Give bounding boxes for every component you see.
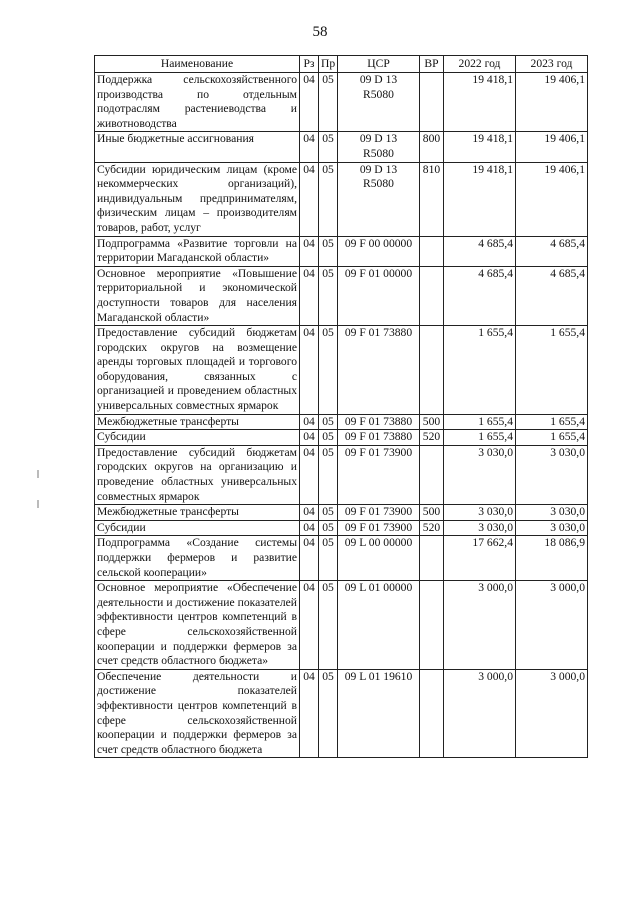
- row-pr: 05: [319, 73, 338, 132]
- row-amount-2022: 3 030,0: [444, 445, 516, 504]
- page-number: 58: [312, 24, 328, 40]
- row-name: Иные бюджетные ассигнования: [95, 132, 300, 162]
- row-amount-2022: 19 418,1: [444, 162, 516, 236]
- header-2022: 2022 год: [444, 56, 516, 73]
- table-row: [95, 505, 588, 521]
- row-amount-2022: 19 418,1: [444, 73, 516, 132]
- table-row: [95, 414, 588, 430]
- row-pr: 05: [319, 162, 338, 236]
- table-row: [95, 430, 588, 446]
- row-rz: 04: [300, 132, 319, 162]
- row-amount-2022: 4 685,4: [444, 266, 516, 325]
- row-csr: 09 L 01 19610: [338, 669, 420, 758]
- row-amount-2023: 19 406,1: [516, 162, 588, 236]
- row-rz: 04: [300, 414, 319, 430]
- row-amount-2023: 4 685,4: [516, 266, 588, 325]
- row-pr: 05: [319, 326, 338, 415]
- row-amount-2023: 3 030,0: [516, 520, 588, 536]
- row-rz: 04: [300, 536, 319, 581]
- row-rz: 04: [300, 430, 319, 446]
- row-amount-2022: 3 000,0: [444, 581, 516, 670]
- row-amount-2023: 4 685,4: [516, 236, 588, 266]
- row-pr: 05: [319, 536, 338, 581]
- row-rz: 04: [300, 266, 319, 325]
- row-name: Предоставление субсидий бюджетам городских округов на возмещение аренды торговых площадей и торгового оборудования, связанных с организацией и проведением областных универсальных совместных ярмарок: [95, 326, 300, 415]
- row-pr: 05: [319, 236, 338, 266]
- row-amount-2023: 3 000,0: [516, 581, 588, 670]
- row-vr: [420, 669, 444, 758]
- row-amount-2022: 17 662,4: [444, 536, 516, 581]
- row-pr: 05: [319, 132, 338, 162]
- row-name: Субсидии: [95, 430, 300, 446]
- row-amount-2023: 1 655,4: [516, 414, 588, 430]
- row-rz: 04: [300, 236, 319, 266]
- row-pr: 05: [319, 505, 338, 521]
- header-csr: ЦСР: [338, 56, 420, 73]
- row-rz: 04: [300, 581, 319, 670]
- row-vr: [420, 73, 444, 132]
- row-vr: [420, 581, 444, 670]
- row-name: Обеспечение деятельности и достижение показателей эффективности центров компетенций в сфере сельскохозяйственной кооперации и поддержки фермеров за счет средств областного бюджета: [95, 669, 300, 758]
- row-csr: 09 D 13 R5080: [338, 162, 420, 236]
- row-vr: [420, 536, 444, 581]
- row-amount-2022: 1 655,4: [444, 326, 516, 415]
- header-2023: 2023 год: [516, 56, 588, 73]
- row-pr: 05: [319, 669, 338, 758]
- row-amount-2022: 4 685,4: [444, 236, 516, 266]
- row-name: Межбюджетные трансферты: [95, 505, 300, 521]
- row-name: Основное мероприятие «Обеспечение деятельности и достижение показателей эффективности центров компетенций в сфере сельскохозяйственной кооперации и поддержки фермеров за счет средств областного бюджета»: [95, 581, 300, 670]
- header-vr: ВР: [420, 56, 444, 73]
- row-vr: 800: [420, 132, 444, 162]
- header-name: Наименование: [95, 56, 300, 73]
- row-amount-2022: 3 000,0: [444, 669, 516, 758]
- row-name: Подпрограмма «Развитие торговли на территории Магаданской области»: [95, 236, 300, 266]
- row-pr: 05: [319, 266, 338, 325]
- row-vr: [420, 326, 444, 415]
- table-row: [95, 445, 588, 504]
- row-csr: 09 F 01 00000: [338, 266, 420, 325]
- row-name: Субсидии: [95, 520, 300, 536]
- table-row: [95, 132, 588, 162]
- scan-mark: [37, 470, 39, 478]
- row-csr: 09 D 13 R5080: [338, 73, 420, 132]
- row-amount-2023: 19 406,1: [516, 73, 588, 132]
- row-amount-2023: 3 030,0: [516, 505, 588, 521]
- row-name: Основное мероприятие «Повышение территориальной и экономической доступности товаров для населения Магаданской области»: [95, 266, 300, 325]
- row-vr: 520: [420, 430, 444, 446]
- row-csr: 09 L 01 00000: [338, 581, 420, 670]
- header-rz: Рз: [300, 56, 319, 73]
- row-rz: 04: [300, 505, 319, 521]
- scan-mark: [37, 500, 39, 508]
- row-csr: 09 F 01 73900: [338, 520, 420, 536]
- row-amount-2022: 3 030,0: [444, 505, 516, 521]
- row-amount-2023: 1 655,4: [516, 430, 588, 446]
- row-csr: 09 F 01 73880: [338, 326, 420, 415]
- row-amount-2023: 18 086,9: [516, 536, 588, 581]
- row-vr: [420, 266, 444, 325]
- row-pr: 05: [319, 430, 338, 446]
- row-amount-2023: 19 406,1: [516, 132, 588, 162]
- row-vr: [420, 236, 444, 266]
- row-amount-2023: 1 655,4: [516, 326, 588, 415]
- row-pr: 05: [319, 445, 338, 504]
- row-csr: 09 F 01 73880: [338, 430, 420, 446]
- row-amount-2022: 3 030,0: [444, 520, 516, 536]
- row-pr: 05: [319, 520, 338, 536]
- row-csr: 09 F 01 73900: [338, 505, 420, 521]
- row-amount-2022: 1 655,4: [444, 414, 516, 430]
- table-row: [95, 536, 588, 581]
- table-row: [95, 162, 588, 236]
- row-vr: 520: [420, 520, 444, 536]
- row-name: Подпрограмма «Создание системы поддержки фермеров и развитие сельской кооперации»: [95, 536, 300, 581]
- row-name: Предоставление субсидий бюджетам городских округов на организацию и проведение областных универсальных совместных ярмарок: [95, 445, 300, 504]
- row-name: Поддержка сельскохозяйственного производства по отдельным подотраслям растениеводства и животноводства: [95, 73, 300, 132]
- row-amount-2022: 19 418,1: [444, 132, 516, 162]
- row-rz: 04: [300, 326, 319, 415]
- row-name: Межбюджетные трансферты: [95, 414, 300, 430]
- table-row: [95, 236, 588, 266]
- header-pr: Пр: [319, 56, 338, 73]
- row-vr: 810: [420, 162, 444, 236]
- row-pr: 05: [319, 581, 338, 670]
- row-rz: 04: [300, 162, 319, 236]
- table-row: [95, 266, 588, 325]
- row-csr: 09 F 00 00000: [338, 236, 420, 266]
- row-rz: 04: [300, 445, 319, 504]
- row-csr: 09 F 01 73900: [338, 445, 420, 504]
- table-row: [95, 73, 588, 132]
- row-csr: 09 D 13 R5080: [338, 132, 420, 162]
- row-vr: 500: [420, 505, 444, 521]
- row-amount-2023: 3 000,0: [516, 669, 588, 758]
- row-csr: 09 L 00 00000: [338, 536, 420, 581]
- table-row: [95, 520, 588, 536]
- row-rz: 04: [300, 73, 319, 132]
- table-row: [95, 669, 588, 758]
- row-name: Субсидии юридическим лицам (кроме некоммерческих организаций), индивидуальным предпринимателям, физическим лицам – производителям товаров, работ, услуг: [95, 162, 300, 236]
- budget-table: [94, 55, 588, 758]
- row-vr: 500: [420, 414, 444, 430]
- row-vr: [420, 445, 444, 504]
- row-rz: 04: [300, 520, 319, 536]
- row-pr: 05: [319, 414, 338, 430]
- table-header-row: [95, 56, 588, 73]
- row-rz: 04: [300, 669, 319, 758]
- row-csr: 09 F 01 73880: [338, 414, 420, 430]
- row-amount-2022: 1 655,4: [444, 430, 516, 446]
- table-row: [95, 326, 588, 415]
- table-row: [95, 581, 588, 670]
- row-amount-2023: 3 030,0: [516, 445, 588, 504]
